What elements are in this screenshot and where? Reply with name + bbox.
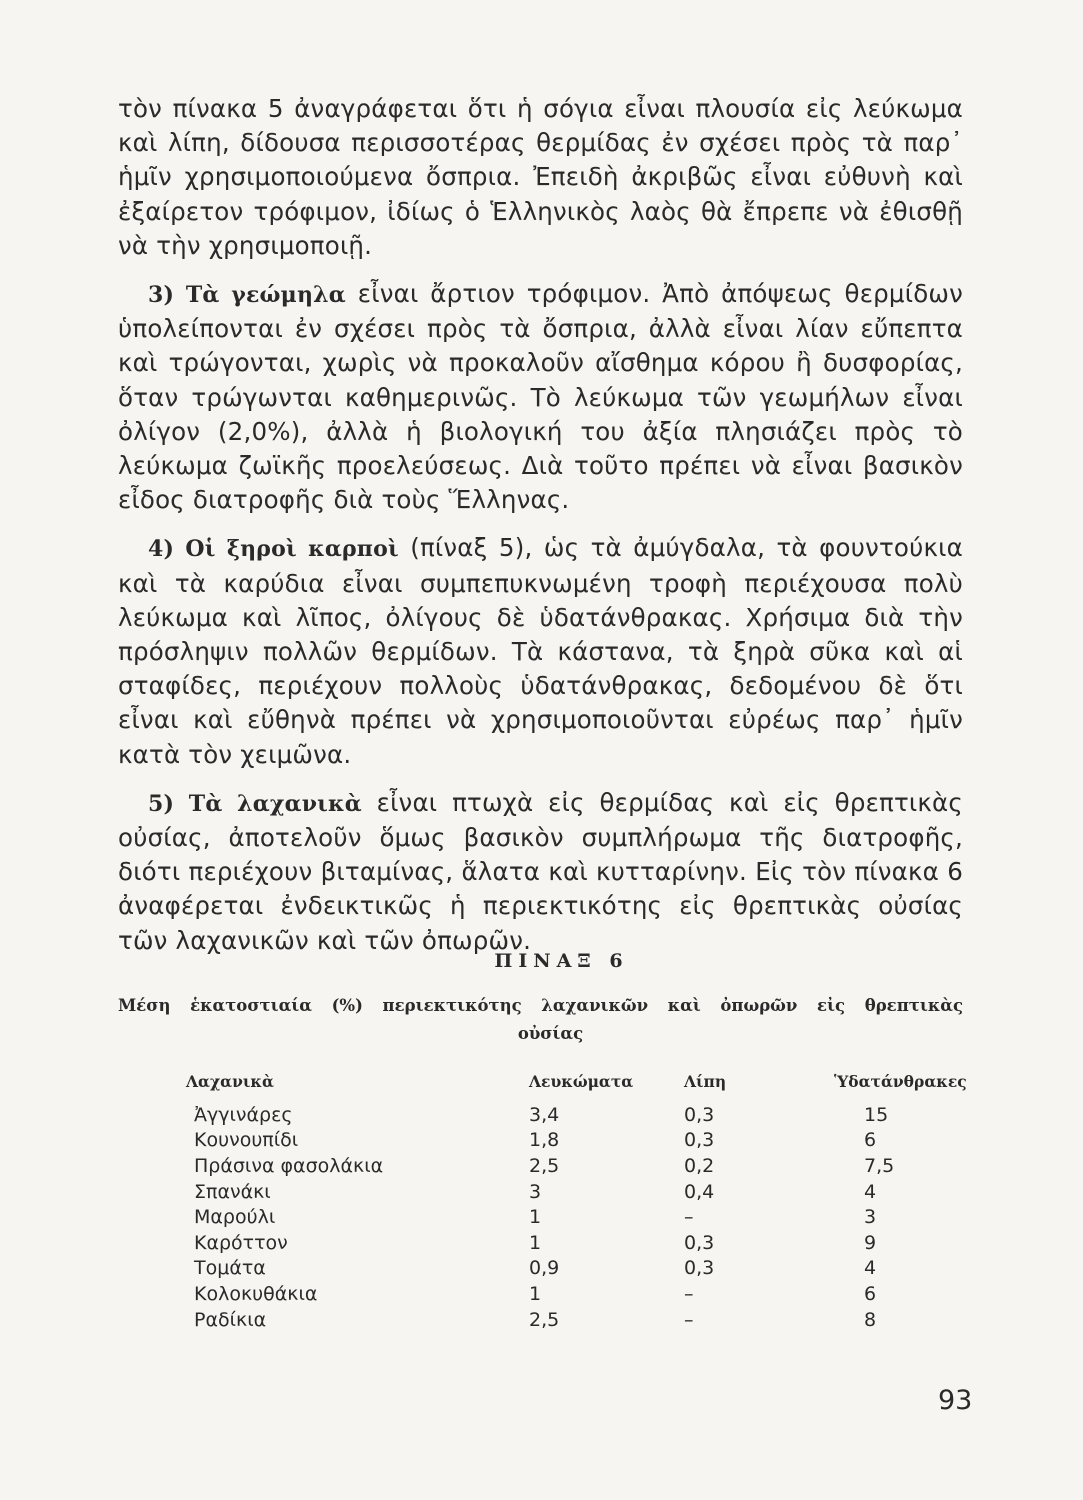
cell-name: Μαρούλι [194, 1206, 276, 1229]
cell-carbs: 3 [864, 1206, 877, 1229]
heading-nuts: 4) Οἱ ξηροὶ καρποὶ [148, 536, 399, 563]
cell-carbs: 6 [864, 1129, 877, 1152]
cell-fat: 0,2 [684, 1154, 715, 1177]
table-row [186, 1128, 1014, 1154]
cell-protein: 3 [529, 1180, 542, 1203]
cell-fat: – [684, 1206, 694, 1229]
paragraph-potatoes-body: εἶναι ἄρτιον τρόφιμον. Ἀπὸ ἀπόψεως θερμίδων ὑπολείπονται ἐν σχέσει πρὸς τὰ ὄσπρια, ἀλλὰ εἶναι λίαν εὔπεπτα καὶ τρώγονται, χωρὶς νὰ προκαλοῦν αἴσθημα κόρου ἢ δυσφορίας, ὅταν τρώγωνται καθημερινῶς. Τὸ λεύκωμα τῶν γεωμήλων εἶναι ὀλίγον (2,0%), ἀλλὰ ἡ βιολογική του ἀξία πλησιάζει πρὸς τὸ λεύκωμα ζωϊκῆς προελεύσεως. Διὰ τοῦτο πρέπει νὰ εἶναι βασικὸν εἶδος διατροφῆς διὰ τοὺς Ἕλληνας. [118, 279, 963, 515]
table-title: ΠΙΝΑΞ 6 [494, 950, 629, 972]
cell-protein: 1 [529, 1231, 542, 1254]
cell-fat: 0,4 [684, 1180, 715, 1203]
table-caption [118, 992, 963, 1048]
cell-fat: 0,3 [684, 1129, 715, 1152]
cell-carbs: 8 [864, 1308, 877, 1331]
cell-fat: 0,3 [684, 1257, 715, 1280]
cell-protein: 2,5 [529, 1154, 560, 1177]
table-row [186, 1153, 1014, 1179]
table-row [186, 1102, 1014, 1128]
cell-protein: 0,9 [529, 1257, 560, 1280]
cell-carbs: 4 [864, 1257, 877, 1280]
cell-name: Κολοκυθάκια [194, 1282, 318, 1305]
cell-name: Τομάτα [194, 1257, 266, 1280]
nutrient-table [186, 1070, 1014, 1332]
cell-carbs: 4 [864, 1180, 877, 1203]
table-caption-line2: οὐσίας [517, 1024, 584, 1043]
cell-protein: 1,8 [529, 1129, 560, 1152]
cell-protein: 3,4 [529, 1103, 560, 1126]
cell-protein: 1 [529, 1282, 542, 1305]
header-carbs: Ὑδατάνθρακες [834, 1071, 967, 1091]
paragraph-nuts-body: (πίναξ 5), ὡς τὰ ἀμύγδαλα, τὰ φουντούκια καὶ τὰ καρύδια εἶναι συμπεπυκνωμένη τροφὴ περιέχουσα πολὺ λεύκωμα καὶ λῖπος, ὀλίγους δὲ ὑδατάνθρακας. Χρήσιμα διὰ τὴν πρόσληψιν πολλῶν θερμίδων. Τὰ κάστανα, τὰ ξηρὰ σῦκα καὶ αἱ σταφίδες, περιέχουν πολλοὺς ὑδατάνθρακας, δεδομένου δὲ ὅτι εἶναι καὶ εὔθηνὰ πρέπει νὰ χρησιμοποιοῦνται εὐρέως παρ᾿ ἡμῖν κατὰ τὸν χειμῶνα. [118, 533, 963, 769]
table-row [186, 1256, 1014, 1282]
cell-carbs: 15 [864, 1103, 889, 1126]
cell-protein: 1 [529, 1206, 542, 1229]
cell-name: Καρόττον [194, 1231, 288, 1254]
table-row [186, 1281, 1014, 1307]
cell-name: Σπανάκι [194, 1180, 271, 1203]
paragraph-nuts [118, 531, 963, 771]
header-fat: Λίπη [684, 1071, 727, 1091]
paragraph-vegetables-body: εἶναι πτωχὰ εἰς θερμίδας καὶ εἰς θρεπτικὰς οὐσίας, ἀποτελοῦν ὅμως βασικὸν συμπλήρωμα τῆς διατροφῆς, διότι περιέχουν βιταμίνας, ἅλατα καὶ κυτταρίνην. Εἰς τὸν πίνακα 6 ἀναφέρεται ἐνδεικτικῶς ἡ περιεκτικότης εἰς θρεπτικὰς οὐσίας τῶν λαχανικῶν καὶ τῶν ὀπωρῶν. [118, 787, 963, 955]
table-header-row [186, 1070, 1014, 1102]
cell-fat: 0,3 [684, 1103, 715, 1126]
table-row [186, 1307, 1014, 1333]
cell-fat: – [684, 1308, 694, 1331]
cell-name: Κουνουπίδι [194, 1129, 299, 1152]
paragraph-soy: τὸν πίνακα 5 ἀναγράφεται ὅτι ἡ σόγια εἶναι πλουσία εἰς λεύκωμα καὶ λίπη, δίδουσα περισσοτέρας θερμίδας ἐν σχέσει πρὸς τὰ παρ᾿ ἡμῖν χρησιμοποιούμενα ὄσπρια. Ἐπειδὴ ἀκριβῶς εἶναι εὐθυνὴ καὶ ἐξαίρετον τρόφιμον, ἰδίως ὁ Ἑλληνικὸς λαὸς θὰ ἔπρεπε νὰ ἐθισθῇ νὰ τὴν χρησιμοποιῇ. [118, 94, 963, 260]
cell-name: Πράσινα φασολάκια [194, 1154, 384, 1177]
cell-name: Ἀγγινάρες [194, 1103, 293, 1126]
cell-name: Ραδίκια [194, 1308, 267, 1331]
cell-fat: 0,3 [684, 1231, 715, 1254]
table-caption-line1: Μέση ἑκατοστιαία (%) περιεκτικότης λαχανικῶν καὶ ὀπωρῶν εἰς θρεπτικὰς [118, 996, 963, 1015]
paragraph-vegetables [118, 786, 963, 958]
table-row [186, 1230, 1014, 1256]
header-vegetables: Λαχανικὰ [186, 1071, 274, 1091]
cell-fat: – [684, 1282, 694, 1305]
body-text [118, 92, 963, 958]
heading-potatoes: 3) Τὰ γεώμηλα [148, 282, 346, 309]
cell-carbs: 6 [864, 1282, 877, 1305]
table-row [186, 1179, 1014, 1205]
heading-vegetables: 5) Τὰ λαχανικὰ [148, 790, 362, 817]
paragraph-potatoes [118, 277, 963, 517]
table-row [186, 1204, 1014, 1230]
cell-carbs: 9 [864, 1231, 877, 1254]
page-number: 93 [938, 1385, 973, 1416]
header-protein: Λευκώματα [529, 1071, 634, 1091]
cell-carbs: 7,5 [864, 1154, 895, 1177]
cell-protein: 2,5 [529, 1308, 560, 1331]
